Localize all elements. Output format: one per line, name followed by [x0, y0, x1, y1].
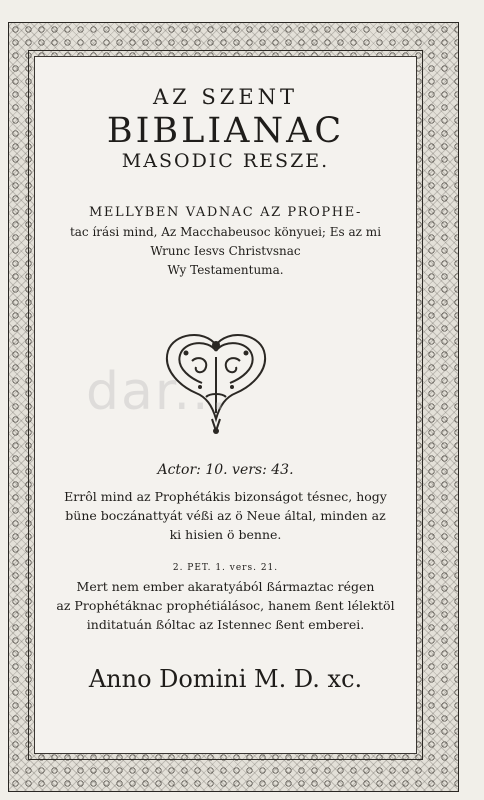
quote2-line-2: az Prophétáknac prophétiálásoc, hanem ßent lélektöl [56, 598, 395, 613]
quote2-line-3: inditatuán ßóltac az Istennec ßent emberei. [86, 617, 365, 632]
citation-reference-2: 2. PET. 1. vers. 21. [172, 563, 279, 573]
citation-reference: Actor: 10. vers: 43. [157, 462, 294, 478]
subtitle-line-3: Wrunc Iesvs Christvsnac [150, 244, 301, 258]
quote2-line-1: Mert nem ember akaratyából ßármaztac régen [76, 579, 375, 594]
title-line-3: MASODIC RESZE. [121, 150, 330, 172]
subtitle-line-4: Wy Testamentuma. [167, 263, 284, 277]
subtitle-line-2: tac írási mind, Az Macchabeusoc könyuei; Es az mi [69, 225, 382, 239]
watermark: dar... [86, 362, 230, 422]
imprint-date: Anno Domini M. D. xc. [88, 665, 363, 693]
title-line-1: AZ SZENT [152, 85, 299, 109]
quote-line-3: ki hisien ö benne. [169, 527, 282, 542]
quote-line-1: Errôl mind az Prophétákis bizonságot tésnec, hogy [64, 489, 387, 504]
quote-line-2: büne boczánattyát véßi az ö Neue által, minden az [65, 508, 386, 523]
title-line-2: BIBLIANAC [106, 111, 345, 151]
subtitle-line-1: MELLYBEN VADNAC AZ PROPHE- [88, 205, 363, 220]
